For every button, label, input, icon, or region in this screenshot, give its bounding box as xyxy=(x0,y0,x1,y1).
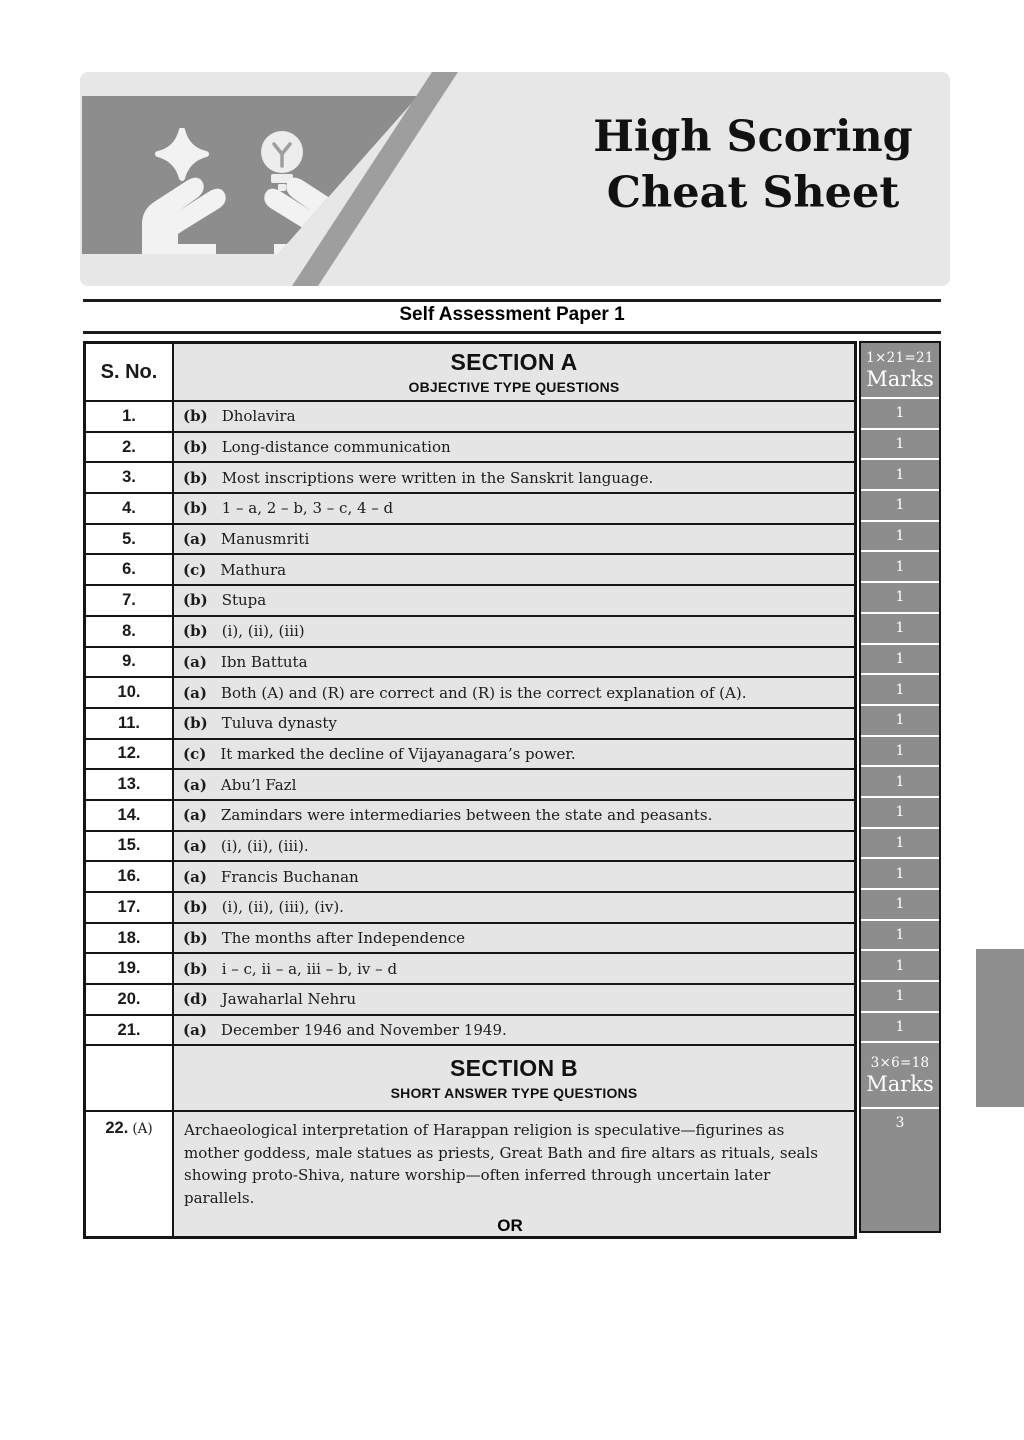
sno-cell xyxy=(86,924,174,953)
header-banner xyxy=(80,72,950,286)
answer-cell xyxy=(174,648,854,677)
marks-cell xyxy=(861,458,939,489)
marks-value: 1 xyxy=(895,650,905,667)
sno-value: 14. xyxy=(117,805,141,824)
page-edge-tab xyxy=(976,949,1024,1107)
marks-label-b: Marks xyxy=(866,1071,934,1096)
option-letter: (b) xyxy=(183,959,208,978)
section-a-title: SECTION A xyxy=(450,349,578,375)
marks-formula-a: 1×21=21 xyxy=(866,349,934,366)
answer-cell xyxy=(174,617,854,646)
marks-cell xyxy=(861,704,939,735)
answer-text: Dholavira xyxy=(221,407,296,426)
sno-value: 17. xyxy=(117,897,141,916)
sno-cell xyxy=(86,954,174,983)
answer-22-text: Archaeological interpretation of Harappan religion is speculative—figurines as mother goddess, male statues as priests, Great Bath and fire altars as rituals, seals showing proto-Shiva, nature worship—often inferred through uncertain later parallels. xyxy=(184,1121,818,1207)
answer-cell xyxy=(174,463,854,492)
table-row xyxy=(86,799,854,830)
marks-value: 1 xyxy=(895,712,905,729)
sno-cell xyxy=(86,709,174,738)
answer-cell xyxy=(174,862,854,891)
table-row xyxy=(86,615,854,646)
marks-value: 1 xyxy=(895,681,905,698)
option-letter: (b) xyxy=(183,499,208,518)
sno-cell xyxy=(86,985,174,1014)
table-row xyxy=(86,461,854,492)
answer-text: Zamindars were intermediaries between the state and peasants. xyxy=(220,806,713,825)
sno-value: 21. xyxy=(117,1020,141,1039)
option-letter: (a) xyxy=(183,806,207,825)
marks-cell xyxy=(861,980,939,1011)
sno-value: 12. xyxy=(117,744,141,763)
answer-text: (i), (ii), (iii), (iv). xyxy=(221,898,344,917)
marks-value: 1 xyxy=(895,497,905,514)
table-row xyxy=(86,676,854,707)
marks-cell xyxy=(861,827,939,858)
sno-cell xyxy=(86,1016,174,1045)
marks-value: 1 xyxy=(895,436,905,453)
sno-22: 22. xyxy=(105,1119,129,1138)
answer-text: Stupa xyxy=(221,591,267,610)
answer-cell xyxy=(174,985,854,1014)
marks-cell xyxy=(861,1011,939,1042)
sno-cell xyxy=(86,648,174,677)
answer-cell xyxy=(174,801,854,830)
sno-value: 20. xyxy=(117,989,141,1008)
answer-text: Ibn Battuta xyxy=(220,652,308,671)
marks-cells xyxy=(861,397,939,1041)
answer-text: It marked the decline of Vijayanagara’s power. xyxy=(220,744,576,763)
answer-cell xyxy=(174,555,854,584)
sno-value: 2. xyxy=(122,437,136,456)
marks-value: 1 xyxy=(895,804,905,821)
answer-cell xyxy=(174,402,854,431)
sno-cell xyxy=(86,862,174,891)
marks-value: 1 xyxy=(895,405,905,422)
sno-cell xyxy=(86,402,174,431)
option-letter: (b) xyxy=(183,929,208,948)
marks-value: 1 xyxy=(895,988,905,1005)
marks-cell xyxy=(861,949,939,980)
answer-22-cell xyxy=(174,1112,854,1236)
option-letter: (b) xyxy=(183,591,208,610)
banner-title xyxy=(548,110,950,222)
marks-value: 1 xyxy=(895,865,905,882)
sno-cell-22 xyxy=(86,1112,174,1236)
marks-column xyxy=(859,341,941,1233)
answer-cell xyxy=(174,586,854,615)
sno-value: 15. xyxy=(117,836,141,855)
option-letter: (d) xyxy=(183,990,208,1009)
sno-cell xyxy=(86,801,174,830)
sno-value: 1. xyxy=(122,406,136,425)
answer-cell xyxy=(174,832,854,861)
table-row xyxy=(86,738,854,769)
answer-text: Manusmriti xyxy=(220,530,310,549)
table-row xyxy=(86,492,854,523)
marks-cell xyxy=(861,796,939,827)
table-row xyxy=(86,431,854,462)
marks-cell xyxy=(861,765,939,796)
sno-header-cell xyxy=(86,344,174,400)
marks-value: 1 xyxy=(895,558,905,575)
answer-text: December 1946 and November 1949. xyxy=(220,1021,507,1040)
sno-cell xyxy=(86,433,174,462)
sno-value: 5. xyxy=(122,529,136,548)
sno-value: 9. xyxy=(122,652,136,671)
marks-value: 1 xyxy=(895,1019,905,1036)
sno-cell xyxy=(86,678,174,707)
table-row xyxy=(86,523,854,554)
option-letter: (a) xyxy=(183,1021,207,1040)
table-header-row xyxy=(86,344,854,400)
marks-cell xyxy=(861,397,939,428)
table-row xyxy=(86,983,854,1014)
marks-cell xyxy=(861,612,939,643)
answer-cell xyxy=(174,433,854,462)
table-row xyxy=(86,707,854,738)
option-letter: (c) xyxy=(183,744,207,763)
answer-cell xyxy=(174,709,854,738)
answer-cell xyxy=(174,740,854,769)
answer-text: (i), (ii), (iii) xyxy=(221,622,305,641)
section-b-title: SECTION B xyxy=(450,1055,578,1082)
sno-value: 11. xyxy=(117,713,141,732)
table-rows xyxy=(86,400,854,1044)
marks-value: 1 xyxy=(895,742,905,759)
answer-cell xyxy=(174,525,854,554)
answer-cell xyxy=(174,770,854,799)
marks-value: 1 xyxy=(895,773,905,790)
answer-text: i – c, ii – a, iii – b, iv – d xyxy=(221,959,398,978)
table-row xyxy=(86,1014,854,1045)
marks-label-a: Marks xyxy=(866,366,934,391)
marks-value: 1 xyxy=(895,466,905,483)
marks-cell xyxy=(861,520,939,551)
marks-cell xyxy=(861,673,939,704)
sno-value: 8. xyxy=(122,621,136,640)
option-letter: (b) xyxy=(183,438,208,457)
sno-cell xyxy=(86,740,174,769)
sno-value: 13. xyxy=(117,775,141,794)
sno-empty-cell xyxy=(86,1046,174,1110)
marks-value: 1 xyxy=(895,589,905,606)
answer-cell xyxy=(174,678,854,707)
option-letter: (b) xyxy=(183,468,208,487)
answer-text: Both (A) and (R) are correct and (R) is the correct explanation of (A). xyxy=(220,683,747,702)
paper-title: Self Assessment Paper 1 xyxy=(399,304,625,325)
option-letter: (a) xyxy=(183,775,207,794)
sno-cell xyxy=(86,586,174,615)
sno-header-label: S. No. xyxy=(100,360,158,383)
marks-value: 1 xyxy=(895,927,905,944)
sno-cell xyxy=(86,893,174,922)
sno-value: 7. xyxy=(122,590,136,609)
marks-cell xyxy=(861,428,939,459)
answer-text: Francis Buchanan xyxy=(220,867,359,886)
answer-text: (i), (ii), (iii). xyxy=(220,836,309,855)
marks-cell xyxy=(861,888,939,919)
marks-cell xyxy=(861,581,939,612)
marks-formula-b: 3×6=18 xyxy=(870,1054,930,1071)
answer-cell xyxy=(174,494,854,523)
answers-table xyxy=(83,341,857,1239)
marks-value: 1 xyxy=(895,528,905,545)
option-letter: (a) xyxy=(183,836,207,855)
answer-text: Tuluva dynasty xyxy=(221,714,337,733)
option-letter: (b) xyxy=(183,714,208,733)
answer-cell xyxy=(174,1016,854,1045)
option-letter: (a) xyxy=(183,867,207,886)
option-letter: (b) xyxy=(183,407,208,426)
answer-text: Long-distance communication xyxy=(221,438,451,457)
sno-value: 19. xyxy=(117,959,141,978)
table-row xyxy=(86,830,854,861)
answer-cell xyxy=(174,954,854,983)
banner-title-line1: High Scoring xyxy=(593,112,913,162)
marks-cell xyxy=(861,550,939,581)
marks-cell-22 xyxy=(861,1107,939,1231)
option-letter: (a) xyxy=(183,530,207,549)
sno-value: 4. xyxy=(122,498,136,517)
answer-text: Most inscriptions were written in the Sanskrit language. xyxy=(221,468,654,487)
sno-cell xyxy=(86,770,174,799)
table-row xyxy=(86,891,854,922)
sno-cell xyxy=(86,617,174,646)
marks-cell xyxy=(861,643,939,674)
sno-value: 6. xyxy=(122,560,136,579)
answer-text: 1 – a, 2 – b, 3 – c, 4 – d xyxy=(221,499,394,518)
sno-value: 16. xyxy=(117,867,141,886)
marks-cell xyxy=(861,857,939,888)
sno-cell xyxy=(86,525,174,554)
table-row xyxy=(86,860,854,891)
marks-value: 1 xyxy=(895,896,905,913)
banner-title-line2: Cheat Sheet xyxy=(606,167,900,218)
sno-cell xyxy=(86,555,174,584)
table-row xyxy=(86,952,854,983)
marks-cell xyxy=(861,489,939,520)
option-letter: (a) xyxy=(183,652,207,671)
table-row xyxy=(86,768,854,799)
puzzle-star-icon xyxy=(158,130,206,178)
section-a-subtitle: OBJECTIVE TYPE QUESTIONS xyxy=(408,379,620,395)
or-label: OR xyxy=(497,1216,523,1236)
marks-value: 1 xyxy=(895,834,905,851)
sno-cell xyxy=(86,494,174,523)
table-row xyxy=(86,646,854,677)
top-rule xyxy=(83,299,941,302)
marks-22-value: 3 xyxy=(895,1115,905,1132)
section-b-header-row xyxy=(86,1044,854,1110)
marks-cell xyxy=(861,919,939,950)
table-row xyxy=(86,400,854,431)
section-a-header-cell xyxy=(174,344,854,400)
sno-cell xyxy=(86,832,174,861)
marks-cell xyxy=(861,735,939,766)
bottom-rule xyxy=(83,331,941,334)
option-letter: (a) xyxy=(183,683,207,702)
answer-cell xyxy=(174,893,854,922)
marks-header-b xyxy=(861,1041,939,1107)
sno-value: 3. xyxy=(122,468,136,487)
marks-header-a xyxy=(861,343,939,397)
section-b-subtitle: SHORT ANSWER TYPE QUESTIONS xyxy=(390,1085,638,1102)
answer-text: The months after Independence xyxy=(221,929,466,948)
sno-cell xyxy=(86,463,174,492)
marks-value: 1 xyxy=(895,957,905,974)
sno-value: 10. xyxy=(117,683,141,702)
answer-text: Abu’l Fazl xyxy=(220,775,297,794)
table-row xyxy=(86,584,854,615)
sno-value: 18. xyxy=(117,928,141,947)
answer-cell xyxy=(174,924,854,953)
marks-value: 1 xyxy=(895,620,905,637)
option-letter: (c) xyxy=(183,560,207,579)
option-letter: (b) xyxy=(183,898,208,917)
table-row xyxy=(86,922,854,953)
section-b-header-cell xyxy=(174,1046,854,1110)
answer-text: Mathura xyxy=(220,560,287,579)
option-letter: (b) xyxy=(183,622,208,641)
question-22-row xyxy=(86,1110,854,1236)
answer-text: Jawaharlal Nehru xyxy=(221,990,356,1009)
table-row xyxy=(86,553,854,584)
sno-22-sub: (A) xyxy=(132,1121,153,1138)
